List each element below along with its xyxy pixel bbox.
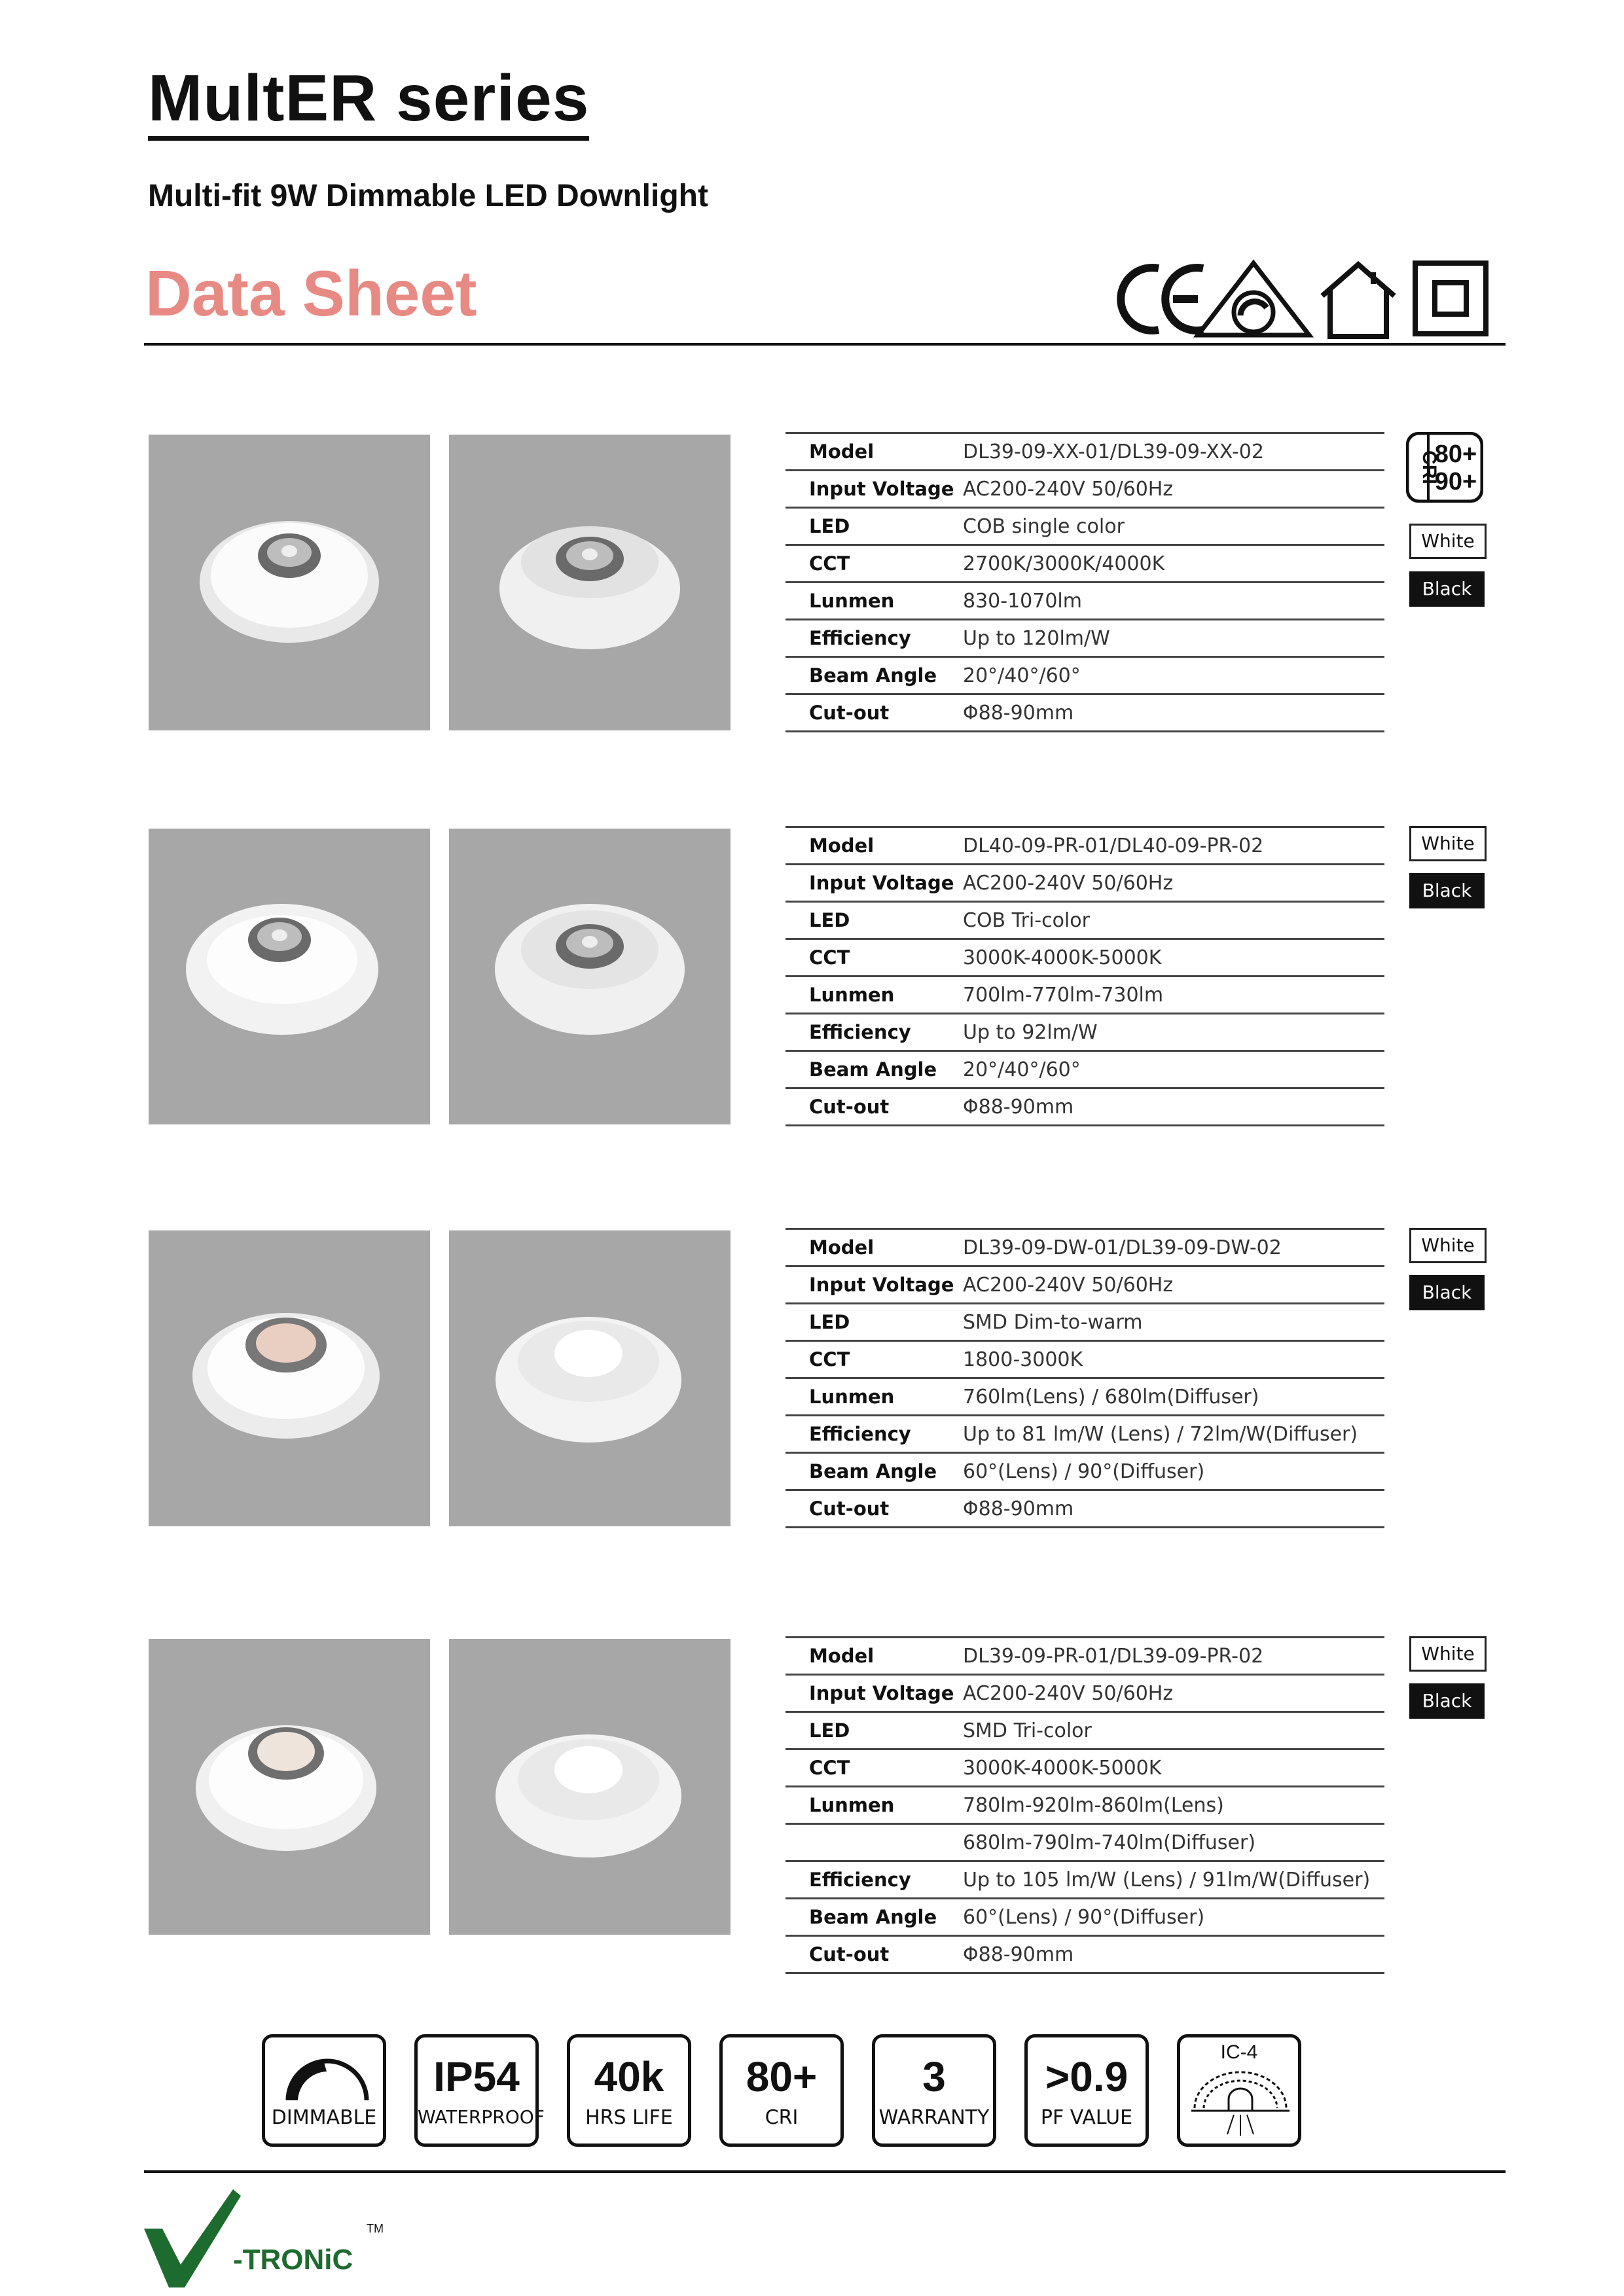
feature-cri: 80+ CRI: [719, 2034, 844, 2147]
table-row: Efficiency Up to 105 lm/W (Lens) / 91lm/W(Diffuser): [785, 1861, 1384, 1899]
feature-warranty: 3 WARRANTY: [872, 2034, 996, 2147]
spec-table-3: [785, 1228, 1384, 1528]
finish-white-button[interactable]: White: [1409, 1636, 1487, 1672]
cri-badge-label: CRI: [1418, 450, 1440, 484]
table-row: LED COB single color: [785, 508, 1384, 545]
table-row: Beam Angle 20°/40°/60°: [785, 657, 1384, 694]
spec-table-4: [785, 1636, 1384, 1974]
cri-badge-value-1: 80+: [1434, 440, 1477, 468]
spec-table-2: [785, 826, 1384, 1126]
finish-black-button[interactable]: Black: [1409, 1275, 1485, 1310]
finish-black-button[interactable]: Black: [1409, 873, 1485, 908]
table-row: Input Voltage AC200-240V 50/60Hz: [785, 471, 1384, 508]
footer-divider: [144, 2170, 1506, 2173]
table-row: Beam Angle 20°/40°/60°: [785, 1051, 1384, 1088]
table-row: Lunmen 780lm-920lm-860lm(Lens): [785, 1787, 1384, 1824]
dimmable-triangle-icon: [1198, 263, 1309, 335]
table-row: 680lm-790lm-740lm(Diffuser): [785, 1824, 1384, 1861]
table-row: Cut-out Φ88-90mm: [785, 1936, 1384, 1973]
table-row: Lunmen 700lm-770lm-730lm: [785, 977, 1384, 1014]
feature-life: 40k HRS LIFE: [567, 2034, 691, 2147]
table-row: LED SMD Tri-color: [785, 1712, 1384, 1749]
table-row: Beam Angle 60°(Lens) / 90°(Diffuser): [785, 1453, 1384, 1490]
table-row: CCT 1800-3000K: [785, 1341, 1384, 1378]
table-row: CCT 3000K-4000K-5000K: [785, 1749, 1384, 1787]
table-row: Cut-out Φ88-90mm: [785, 694, 1384, 732]
finish-white-button[interactable]: White: [1409, 826, 1487, 861]
table-row: Lunmen 760lm(Lens) / 680lm(Diffuser): [785, 1378, 1384, 1416]
table-row: Input Voltage AC200-240V 50/60Hz: [785, 1675, 1384, 1712]
header-divider: [144, 343, 1506, 346]
ce-mark-icon: [1121, 268, 1203, 331]
class-ii-double-square-icon: [1415, 263, 1486, 334]
table-row: Model DL39-09-DW-01/DL39-09-DW-02: [785, 1229, 1384, 1266]
trademark: TM: [367, 2222, 384, 2235]
certification-icons: [1113, 257, 1506, 342]
cri-badge: [1406, 432, 1483, 503]
product-photo-2b: [449, 829, 731, 1124]
finish-white-button[interactable]: White: [1409, 1228, 1487, 1263]
product-photo-4b: [449, 1639, 731, 1935]
finish-black-button[interactable]: Black: [1409, 571, 1485, 607]
page-title: MultER series: [148, 65, 589, 141]
table-row: LED SMD Dim-to-warm: [785, 1304, 1384, 1341]
table-row: Cut-out Φ88-90mm: [785, 1088, 1384, 1126]
product-photo-1b: [449, 435, 731, 730]
table-row: Model DL40-09-PR-01/DL40-09-PR-02: [785, 827, 1384, 865]
spec-table-1: [785, 432, 1384, 732]
table-row: CCT 3000K-4000K-5000K: [785, 939, 1384, 977]
table-row: Efficiency Up to 120lm/W: [785, 620, 1384, 657]
product-photo-3b: [449, 1230, 731, 1526]
feature-pf-value: >0.9 PF VALUE: [1024, 2034, 1149, 2147]
table-row: CCT 2700K/3000K/4000K: [785, 545, 1384, 583]
table-row: Beam Angle 60°(Lens) / 90°(Diffuser): [785, 1899, 1384, 1936]
table-row: Efficiency Up to 92lm/W: [785, 1014, 1384, 1051]
table-row: Efficiency Up to 81 lm/W (Lens) / 72lm/W(Diffuser): [785, 1416, 1384, 1453]
table-row: Cut-out Φ88-90mm: [785, 1490, 1384, 1528]
product-photo-2a: [149, 829, 430, 1124]
product-photo-1a: [149, 435, 430, 730]
table-row: Model DL39-09-PR-01/DL39-09-PR-02: [785, 1638, 1384, 1675]
cri-badge-value-2: 90+: [1434, 468, 1477, 495]
brand-name: -TRONiC: [233, 2244, 353, 2276]
feature-ip54: IP54 WATERPROOF: [414, 2034, 539, 2147]
product-subtitle: Multi-fit 9W Dimmable LED Downlight: [148, 179, 708, 213]
dimmable-arc-icon: [278, 2047, 376, 2106]
insulation-contact-icon: [1188, 2062, 1293, 2141]
indoor-house-icon: [1322, 264, 1394, 336]
table-row: LED COB Tri-color: [785, 902, 1384, 939]
table-row: Input Voltage AC200-240V 50/60Hz: [785, 865, 1384, 902]
finish-white-button[interactable]: White: [1409, 524, 1487, 559]
feature-ic4: IC-4: [1177, 2034, 1301, 2147]
table-row: Model DL39-09-XX-01/DL39-09-XX-02: [785, 433, 1384, 471]
table-row: Input Voltage AC200-240V 50/60Hz: [785, 1266, 1384, 1304]
document-type-heading: Data Sheet: [145, 257, 477, 329]
finish-black-button[interactable]: Black: [1409, 1683, 1485, 1719]
product-photo-4a: [149, 1639, 430, 1935]
feature-dimmable: DIMMABLE: [262, 2034, 386, 2147]
table-row: Lunmen 830-1070lm: [785, 583, 1384, 620]
product-photo-3a: [149, 1230, 430, 1526]
